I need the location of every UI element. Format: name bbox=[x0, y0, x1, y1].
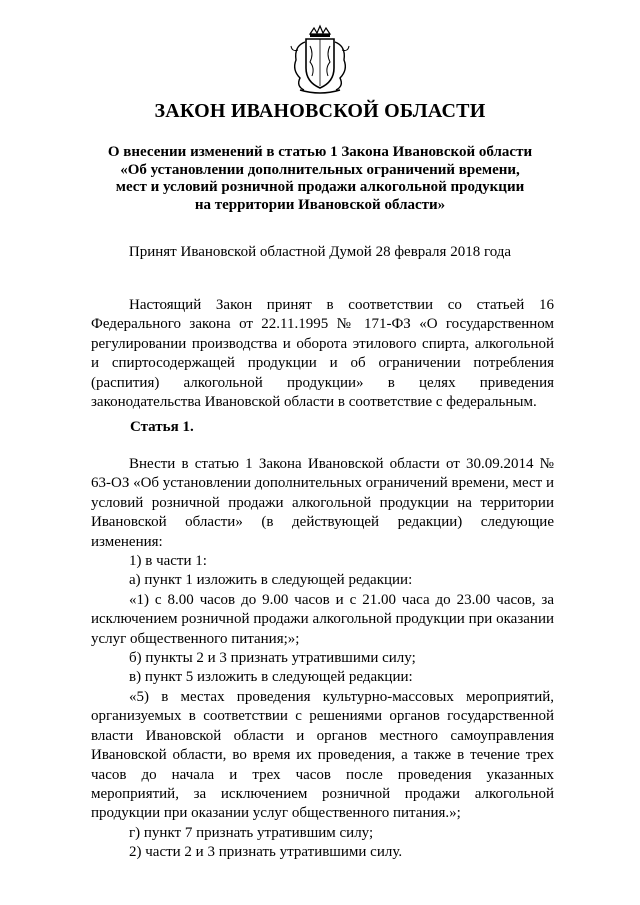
article-paragraph: 1) в части 1: bbox=[129, 553, 207, 570]
subject-line: О внесении изменений в статью 1 Закона Ивановской области bbox=[107, 144, 533, 160]
article-paragraph: «1) с 8.00 часов до 9.00 часов и с 21.00 часа до 23.00 часов, за исключением розничной продажи алкогольной продукции при оказании услуг общественного питания;»; bbox=[91, 591, 554, 647]
article-body bbox=[91, 455, 554, 863]
article-paragraph: «5) в местах проведения культурно-массовых мероприятий, организуемых в соответствии с решениями органов государственной власти Ивановской области и органов местного самоуправления Ивановской области, во время их проведения, а также в течение трех часов до начала и трех часов после проведения указанных мероприятий, за исключением розничной продажи алкогольной продукции при оказании услуг общественного питания.»; bbox=[91, 688, 554, 822]
subject-line: мест и условий розничной продажи алкогольной продукции bbox=[115, 179, 525, 195]
article-paragraph: б) пункты 2 и 3 признать утратившими силу; bbox=[129, 650, 416, 667]
subject-line: на территории Ивановской области» bbox=[194, 196, 446, 213]
law-title: ЗАКОН ИВАНОВСКОЙ ОБЛАСТИ bbox=[154, 100, 486, 122]
coat-of-arms-emblem bbox=[288, 24, 352, 96]
law-subject bbox=[90, 144, 550, 214]
article-paragraph: Внести в статью 1 Закона Ивановской области от 30.09.2014 № 63-ОЗ «Об установлении дополнительных ограничений времени, мест и условий розничной продажи алкогольной продукции на территории Ивановской области» (в действующей редакции) следующие изменения: bbox=[91, 456, 555, 550]
preamble-paragraph: Настоящий Закон принят в соответствии со статьей 16 Федерального закона от 22.11.1995 № 171-ФЗ «О государственном регулировании производства и оборота этилового спирта, алкогольной и спиртосодержащей продукции и об ограничении потребления (распития) алкогольной продукции» в целях приведения законодательства Ивановской области в соответствие с федеральным. bbox=[91, 297, 554, 411]
article-paragraph: 2) части 2 и 3 признать утратившими силу. bbox=[129, 844, 403, 861]
adoption-note: Принят Ивановской областной Думой 28 февраля 2018 года bbox=[128, 244, 512, 260]
article-paragraph: а) пункт 1 изложить в следующей редакции: bbox=[129, 572, 413, 589]
article-paragraph: в) пункт 5 изложить в следующей редакции: bbox=[129, 669, 413, 686]
subject-line: «Об установлении дополнительных ограничений времени, bbox=[120, 161, 520, 178]
article-paragraph: г) пункт 7 признать утратившим силу; bbox=[129, 824, 374, 841]
preamble bbox=[91, 296, 554, 412]
article-heading: Статья 1. bbox=[130, 419, 194, 435]
